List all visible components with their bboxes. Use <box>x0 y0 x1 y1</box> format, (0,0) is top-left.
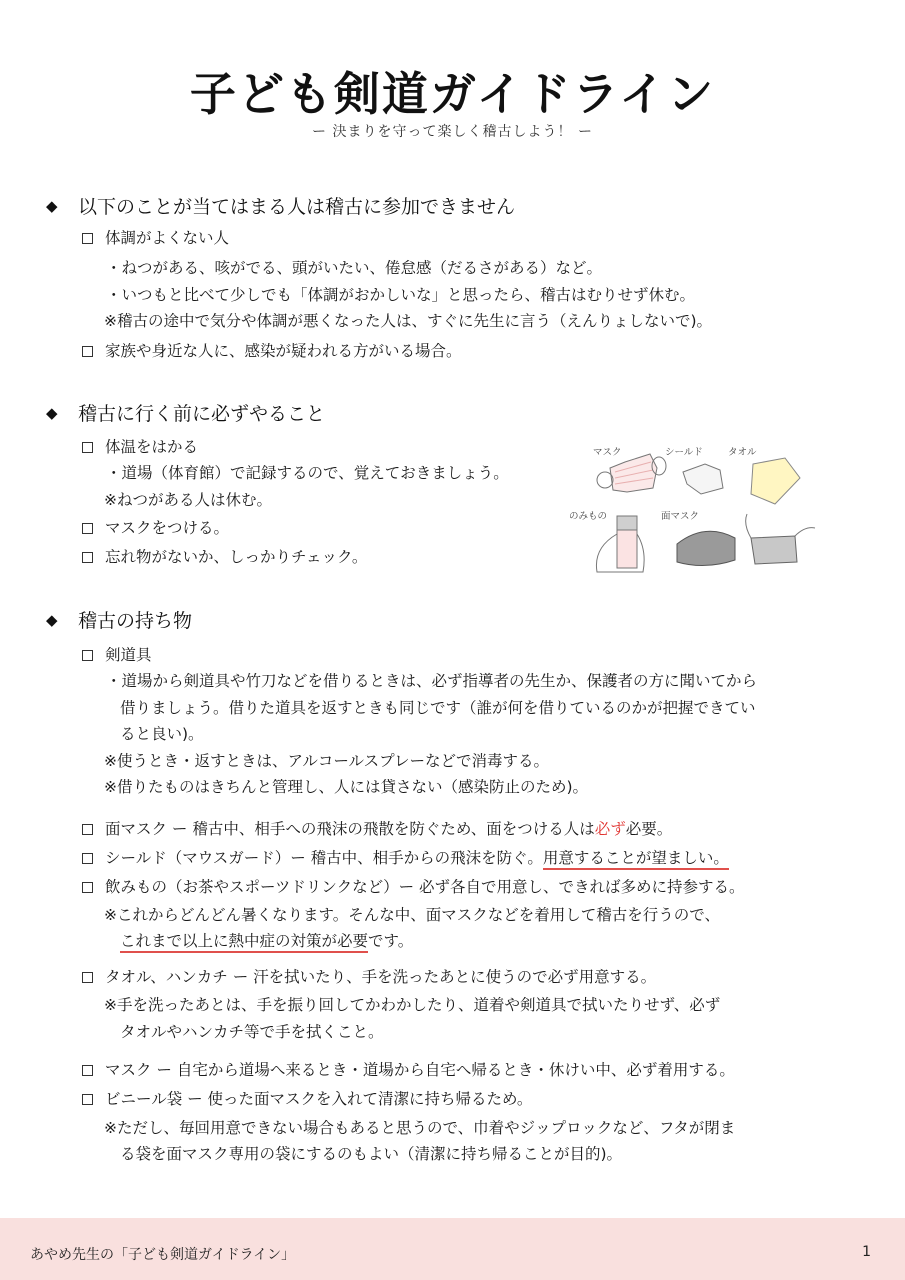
diamond-bullet-icon: ◆ <box>46 610 58 629</box>
note-line: ※借りたものはきちんと管理し、人には貸さない（感染防止のため)。 <box>104 778 589 796</box>
checkbox-icon <box>82 650 93 661</box>
note-line: ※これからどんどん暑くなります。そんな中、面マスクなどを着用して稽古を行うので、 <box>104 906 720 924</box>
checklist-item: マスク ー 自宅から道場へ来るとき・道場から自宅へ帰るとき・休けい中、必ず着用する。 <box>82 1058 735 1080</box>
note-line: ※ただし、毎回用意できない場合もあると思うので、巾着やジップロックなど、フタが閉ま <box>104 1119 736 1137</box>
note-line: ・道場（体育館）で記録するので、覚えておきましょう。 <box>106 464 509 482</box>
checklist-item: 飲みもの（お茶やスポーツドリンクなど）ー 必ず各自で用意し、できれば多めに持参する。 <box>82 875 745 897</box>
checklist-item: ビニール袋 ー 使った面マスクを入れて清潔に持ち帰るため。 <box>82 1087 532 1109</box>
checkbox-icon <box>82 824 93 835</box>
supplies-drawing-icon <box>565 438 820 578</box>
note-line: タオルやハンカチ等で手を拭くこと。 <box>120 1023 384 1041</box>
underlined-recommendation: 用意することが望ましい。 <box>543 849 729 870</box>
emphasis-must: 必ず <box>594 820 626 838</box>
checkbox-icon <box>82 233 93 244</box>
note-line: ・道場から剣道具や竹刀などを借りるときは、必ず指導者の先生か、保護者の方に聞いてから <box>106 672 758 690</box>
checklist-item: 体温をはかる <box>82 435 198 457</box>
note-line: る袋を面マスク専用の袋にするのもよい（清潔に持ち帰ることが目的)。 <box>120 1145 623 1163</box>
diamond-bullet-icon: ◆ <box>46 196 58 215</box>
note-line: ※手を洗ったあとは、手を振り回してかわかしたり、道着や剣道具で拭いたりせず、必ず <box>104 996 721 1014</box>
page-title: 子ども剣道ガイドライン <box>189 67 716 121</box>
note-line: ・ねつがある、咳がでる、頭がいたい、倦怠感（だるさがある）など。 <box>106 259 603 277</box>
page-subtitle: ー 決まりを守って楽しく稽古しよう！ ー <box>312 124 593 140</box>
note-line: ると良い)。 <box>120 725 204 743</box>
checkbox-icon <box>82 552 93 563</box>
checkbox-icon <box>82 1094 93 1105</box>
note-line: 借りましょう。借りた道具を返すときも同じです（誰が何を借りているのかが把握できてい <box>120 699 756 717</box>
note-line: ※使うとき・返すときは、アルコールスプレーなどで消毒する。 <box>104 752 549 770</box>
section-heading-before-practice: ◆ 稽古に行く前に必ずやること <box>46 403 326 425</box>
note-line: ※ねつがある人は休む。 <box>104 491 272 509</box>
checklist-item: タオル、ハンカチ ー 汗を拭いたり、手を洗ったあとに使うので必ず用意する。 <box>82 965 656 987</box>
checkbox-icon <box>82 972 93 983</box>
supplies-illustration: マスク シールド タオル のみもの 面マスク <box>565 438 820 578</box>
checklist-item: 剣道具 <box>82 643 152 665</box>
section-heading-belongings: ◆ 稽古の持ち物 <box>46 610 193 632</box>
checkbox-icon <box>82 1065 93 1076</box>
underlined-heatstroke-warning: これまで以上に熱中症の対策が必要 <box>120 932 368 953</box>
note-line: ※稽古の途中で気分や体調が悪くなった人は、すぐに先生に言う（えんりょしないで)。 <box>104 312 713 330</box>
checklist-item: 面マスク ー 稽古中、相手への飛沫の飛散を防ぐため、面をつける人は必ず必要。 <box>82 817 672 839</box>
checkbox-icon <box>82 442 93 453</box>
checklist-item: 忘れ物がないか、しっかりチェック。 <box>82 545 367 567</box>
checkbox-icon <box>82 882 93 893</box>
footer-title: あやめ先生の「子ども剣道ガイドライン」 <box>30 1247 296 1263</box>
checklist-item: 家族や身近な人に、感染が疑われる方がいる場合。 <box>82 339 462 361</box>
checkbox-icon <box>82 853 93 864</box>
section-heading-not-allowed: ◆ 以下のことが当てはまる人は稽古に参加できません <box>46 196 516 218</box>
note-line: ・いつもと比べて少しでも「体調がおかしいな」と思ったら、稽古はむりせず休む。 <box>106 286 696 304</box>
checklist-item: シールド（マウスガード）ー 稽古中、相手からの飛沫を防ぐ。用意することが望ましい。 <box>82 846 729 868</box>
checklist-item: 体調がよくない人 <box>82 226 229 248</box>
checkbox-icon <box>82 523 93 534</box>
note-line: これまで以上に熱中症の対策が必要です。 <box>120 929 413 951</box>
page-number: 1 <box>862 1244 871 1260</box>
checkbox-icon <box>82 346 93 357</box>
checklist-item: マスクをつける。 <box>82 516 229 538</box>
page-footer <box>0 1218 905 1280</box>
diamond-bullet-icon: ◆ <box>46 403 58 422</box>
